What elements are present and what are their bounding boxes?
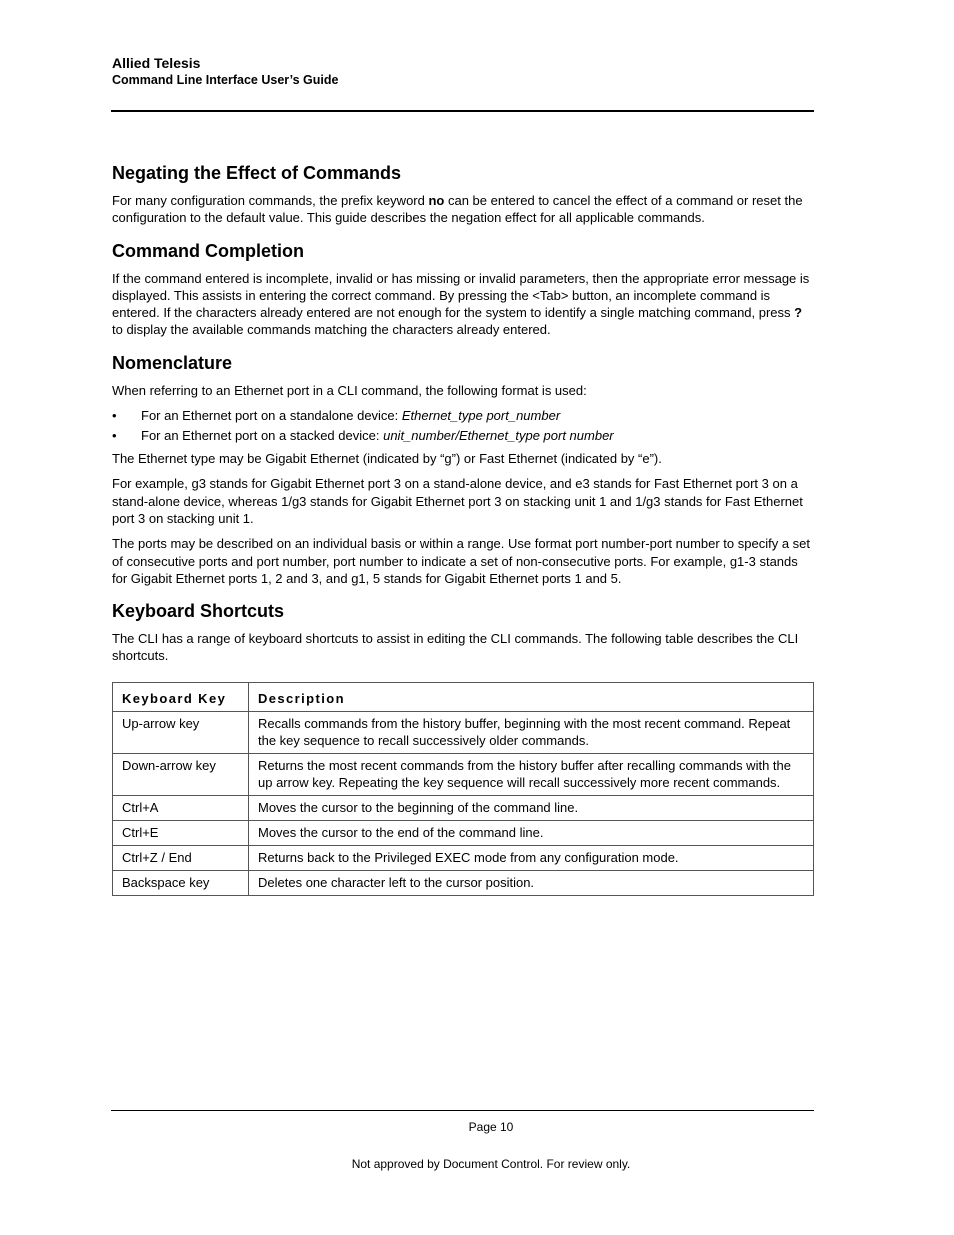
list-item: [112, 407, 814, 424]
key-cell: Ctrl+Z / End: [113, 845, 249, 870]
footer-divider: [111, 1110, 814, 1111]
nomenclature-intro: When referring to an Ethernet port in a CLI command, the following format is used:: [112, 382, 587, 398]
section-negating: [112, 162, 814, 227]
section-completion: [112, 240, 814, 339]
section-nomenclature: [112, 352, 814, 587]
section-title: Negating the Effect of Commands: [112, 163, 402, 183]
section-title: Keyboard Shortcuts: [112, 601, 285, 622]
table-row: [113, 820, 814, 845]
shortcuts-intro: The CLI has a range of keyboard shortcuts to assist in editing the CLI commands. The following table describes the CLI shortcuts.: [112, 631, 799, 664]
description-cell: Deletes one character left to the cursor position.: [249, 870, 814, 895]
description-cell: Returns the most recent commands from the history buffer after recalling commands with the up arrow key. Repeating the key sequence will recall successively more recent commands.: [249, 753, 814, 795]
column-header-key: Keyboard Key: [113, 682, 249, 711]
port-format: Ethernet_type port_number: [401, 408, 561, 424]
page-number: Page 10: [468, 1120, 514, 1134]
key-cell: Backspace key: [113, 870, 249, 895]
paragraph: The Ethernet type may be Gigabit Ethernet (indicated by “g”) or Fast Ethernet (indicated by “e”).: [112, 451, 662, 467]
page-header: [112, 55, 814, 89]
section-title: Nomenclature: [112, 352, 233, 373]
column-header-description: Description: [249, 682, 814, 711]
key-cell: Ctrl+E: [113, 820, 249, 845]
text-segment: For an Ethernet port on a stacked device:: [141, 428, 384, 444]
main-content: [112, 162, 814, 909]
text-segment: If the command entered is incomplete, invalid or has missing or invalid parameters, then the appropriate error message is displayed. This assists in entering the correct command. By pressing the <Tab> button, an incomplete command is entered. If the characters already entered are not enough for the system to identify a single matching command, press: [112, 270, 810, 321]
paragraph: The ports may be described on an individual basis or within a range. Use format port number-port number to specify a set of consecutive ports and port number, port number to indicate a set of non-consecutive ports. For example, g1-3 stands for Gigabit Ethernet ports 1, 2 and 3, and g1, 5 stands for Gigabit Ethernet ports 1 and 5.: [112, 536, 811, 586]
bullet-icon: •: [112, 408, 117, 424]
paragraph: For example, g3 stands for Gigabit Ethernet port 3 on a stand-alone device, and e3 stands for Fast Ethernet port 3 on a stand-alone device, whereas 1/g3 stands for Gigabit Ethernet port 3 on stacking unit 1 and 1/g3 stands for Fast Ethernet port 3 on stacking unit 1.: [112, 476, 803, 526]
keyword-question-mark: ?: [794, 305, 803, 321]
description-cell: Returns back to the Privileged EXEC mode from any configuration mode.: [249, 845, 814, 870]
description-cell: Moves the cursor to the beginning of the command line.: [249, 795, 814, 820]
table-row: [113, 845, 814, 870]
key-cell: Down-arrow key: [113, 753, 249, 795]
guide-title: Command Line Interface User’s Guide: [112, 73, 339, 87]
description-cell: Moves the cursor to the end of the command line.: [249, 820, 814, 845]
table-row: [113, 711, 814, 753]
review-note: Not approved by Document Control. For review only.: [351, 1157, 631, 1171]
section-shortcuts: [112, 600, 814, 896]
table-row: [113, 753, 814, 795]
header-divider: [111, 110, 814, 112]
section-title: Command Completion: [112, 240, 304, 261]
completion-paragraph: [112, 270, 814, 339]
table-header-row: [113, 682, 814, 711]
shortcuts-table: [112, 682, 814, 896]
list-item: [112, 427, 814, 444]
description-cell: Recalls commands from the history buffer, beginning with the most recent command. Repeat the key sequence to recall successively older commands.: [249, 711, 814, 753]
negating-paragraph: [112, 192, 814, 227]
table-row: [113, 795, 814, 820]
port-format: unit_number/Ethernet_type port number: [383, 428, 614, 444]
bullet-list: [112, 407, 814, 444]
company-name: Allied Telesis: [112, 55, 201, 71]
key-cell: Up-arrow key: [113, 711, 249, 753]
text-segment: to display the available commands matching the characters already entered.: [112, 322, 551, 338]
table-row: [113, 870, 814, 895]
text-segment: can be entered to cancel the effect of a command or reset the configuration to the default value. This guide describes the negation effect for all applicable commands.: [112, 193, 803, 226]
key-cell: Ctrl+A: [113, 795, 249, 820]
bullet-icon: •: [112, 428, 117, 444]
text-segment: For an Ethernet port on a standalone device:: [141, 408, 402, 424]
keyword-no: no: [428, 193, 445, 208]
text-segment: For many configuration commands, the prefix keyword: [112, 193, 429, 208]
